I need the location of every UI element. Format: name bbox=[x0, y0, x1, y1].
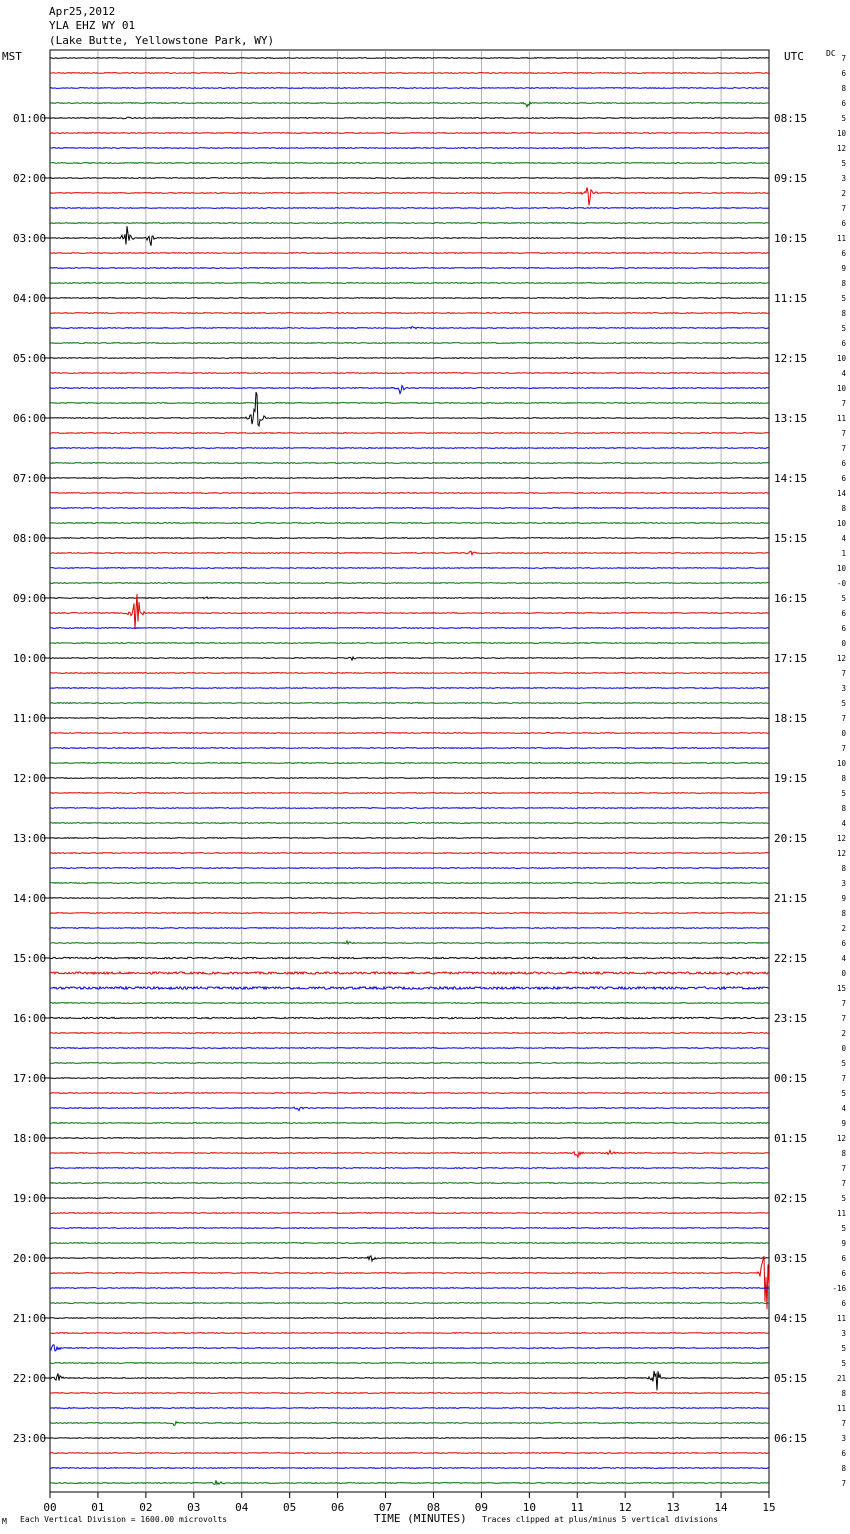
right-hour-label: 14:15 bbox=[774, 472, 808, 485]
trace-line-95 bbox=[50, 1480, 769, 1484]
x-tick-label-11: 11 bbox=[570, 1501, 584, 1514]
x-tick-label-14: 14 bbox=[714, 1501, 728, 1514]
dc-offset-value: 5 bbox=[841, 294, 846, 303]
dc-offset-value: 7 bbox=[841, 1479, 846, 1488]
left-hour-label: 13:00 bbox=[13, 832, 47, 845]
dc-offset-labels bbox=[832, 54, 846, 1488]
dc-offset-value: 0 bbox=[841, 1044, 846, 1053]
left-hour-label: 22:00 bbox=[13, 1372, 47, 1385]
trace-line-45 bbox=[50, 733, 769, 734]
right-hour-label: 20:15 bbox=[774, 832, 808, 845]
dc-offset-value: 9 bbox=[841, 1239, 846, 1248]
x-tick-label-02: 02 bbox=[139, 1501, 153, 1514]
trace-line-54 bbox=[50, 868, 769, 869]
dc-offset-value: 0 bbox=[841, 639, 846, 648]
x-tick-label-10: 10 bbox=[522, 1501, 536, 1514]
left-hour-label: 18:00 bbox=[13, 1132, 47, 1145]
trace-line-14 bbox=[50, 268, 769, 269]
trace-line-84 bbox=[50, 1318, 769, 1319]
dc-offset-value: 4 bbox=[841, 534, 846, 543]
x-tick-label-15: 15 bbox=[762, 1501, 776, 1514]
dc-offset-value: 12 bbox=[836, 144, 846, 153]
dc-offset-value: 12 bbox=[836, 849, 846, 858]
dc-offset-value: 5 bbox=[841, 789, 846, 798]
trace-line-11 bbox=[50, 223, 769, 224]
dc-offset-value: 4 bbox=[841, 954, 846, 963]
trace-line-15 bbox=[50, 283, 769, 284]
dc-offset-value: 3 bbox=[841, 879, 846, 888]
trace-line-25 bbox=[50, 433, 769, 434]
trace-line-21 bbox=[50, 373, 769, 374]
dc-offset-value: 3 bbox=[841, 1434, 846, 1443]
trace-line-77 bbox=[50, 1213, 769, 1214]
dc-offset-value: 5 bbox=[841, 1059, 846, 1068]
trace-line-75 bbox=[50, 1183, 769, 1184]
trace-line-3 bbox=[50, 102, 769, 107]
left-hour-label: 07:00 bbox=[13, 472, 47, 485]
dc-offset-value: 11 bbox=[836, 1314, 846, 1323]
trace-line-73 bbox=[50, 1150, 769, 1157]
trace-line-0 bbox=[50, 58, 769, 59]
trace-line-31 bbox=[50, 523, 769, 524]
dc-offset-value: 10 bbox=[836, 384, 846, 393]
trace-line-12 bbox=[50, 226, 769, 246]
trace-line-56 bbox=[50, 898, 769, 899]
trace-line-94 bbox=[50, 1468, 769, 1469]
trace-line-81 bbox=[50, 1256, 769, 1309]
trace-line-38 bbox=[50, 628, 769, 629]
trace-line-63 bbox=[50, 1003, 769, 1004]
dc-offset-value: 7 bbox=[841, 999, 846, 1008]
trace-line-33 bbox=[50, 551, 769, 555]
left-hour-label: 11:00 bbox=[13, 712, 47, 725]
dc-offset-value: 11 bbox=[836, 234, 846, 243]
dc-offset-value: 4 bbox=[841, 819, 846, 828]
right-hour-label: 18:15 bbox=[774, 712, 808, 725]
dc-offset-value: 7 bbox=[841, 1179, 846, 1188]
x-tick-label-08: 08 bbox=[426, 1501, 441, 1514]
trace-line-93 bbox=[50, 1453, 769, 1454]
trace-line-18 bbox=[50, 327, 769, 329]
dc-offset-value: 5 bbox=[841, 1089, 846, 1098]
trace-line-71 bbox=[50, 1123, 769, 1124]
dc-offset-value: 3 bbox=[841, 174, 846, 183]
dc-offset-value: 7 bbox=[841, 714, 846, 723]
trace-line-51 bbox=[50, 823, 769, 824]
trace-line-52 bbox=[50, 838, 769, 839]
dc-offset-value: 14 bbox=[836, 489, 846, 498]
dc-offset-value: 2 bbox=[841, 924, 846, 933]
trace-line-53 bbox=[50, 853, 769, 854]
x-tick-label-13: 13 bbox=[666, 1501, 680, 1514]
trace-line-29 bbox=[50, 493, 769, 494]
left-hour-label: 09:00 bbox=[13, 592, 47, 605]
dc-offset-value: 7 bbox=[841, 444, 846, 453]
dc-offset-value: 7 bbox=[841, 744, 846, 753]
right-hour-label: 19:15 bbox=[774, 772, 808, 785]
trace-line-20 bbox=[50, 358, 769, 359]
dc-offset-value: 6 bbox=[841, 624, 846, 633]
right-hour-label: 01:15 bbox=[774, 1132, 808, 1145]
trace-line-85 bbox=[50, 1333, 769, 1334]
trace-line-62 bbox=[50, 987, 769, 989]
right-hour-label: 21:15 bbox=[774, 892, 808, 905]
dc-offset-value: 6 bbox=[841, 339, 846, 348]
dc-offset-value: 7 bbox=[841, 1014, 846, 1023]
dc-offset-value: 5 bbox=[841, 1359, 846, 1368]
dc-offset-value: 7 bbox=[841, 1419, 846, 1428]
right-hour-label: 08:15 bbox=[774, 112, 808, 125]
dc-offset-value: 6 bbox=[841, 249, 846, 258]
left-hour-label: 03:00 bbox=[13, 232, 47, 245]
trace-line-6 bbox=[50, 148, 769, 149]
left-hour-label: 08:00 bbox=[13, 532, 47, 545]
right-hour-label: 04:15 bbox=[774, 1312, 808, 1325]
trace-line-41 bbox=[50, 673, 769, 674]
trace-line-10 bbox=[50, 208, 769, 209]
x-tick-label-01: 01 bbox=[91, 1501, 105, 1514]
right-hour-label: 11:15 bbox=[774, 292, 808, 305]
trace-line-87 bbox=[50, 1363, 769, 1364]
left-hour-label: 06:00 bbox=[13, 412, 47, 425]
trace-line-44 bbox=[50, 718, 769, 719]
right-hour-label: 23:15 bbox=[774, 1012, 808, 1025]
dc-offset-value: 3 bbox=[841, 1329, 846, 1338]
left-hour-label: 10:00 bbox=[13, 652, 47, 665]
dc-offset-value: 8 bbox=[841, 279, 846, 288]
dc-offset-value: 7 bbox=[841, 669, 846, 678]
dc-offset-value: 8 bbox=[841, 909, 846, 918]
trace-line-67 bbox=[50, 1063, 769, 1064]
x-tick-label-09: 09 bbox=[474, 1501, 489, 1514]
x-tick-label-05: 05 bbox=[283, 1501, 297, 1514]
dc-offset-value: 7 bbox=[841, 204, 846, 213]
dc-offset-value: 6 bbox=[841, 69, 846, 78]
right-hour-label: 05:15 bbox=[774, 1372, 808, 1385]
dc-offset-value: 8 bbox=[841, 804, 846, 813]
trace-line-42 bbox=[50, 688, 769, 689]
trace-line-23 bbox=[50, 403, 769, 404]
dc-offset-value: 6 bbox=[841, 1449, 846, 1458]
dc-offset-value: 9 bbox=[841, 264, 846, 273]
trace-line-72 bbox=[50, 1138, 769, 1139]
left-hour-label: 04:00 bbox=[13, 292, 47, 305]
dc-offset-value: 11 bbox=[836, 1209, 846, 1218]
trace-line-49 bbox=[50, 793, 769, 794]
dc-offset-value: 7 bbox=[841, 1074, 846, 1083]
trace-line-86 bbox=[50, 1345, 769, 1351]
left-hour-label: 05:00 bbox=[13, 352, 47, 365]
trace-line-82 bbox=[50, 1288, 769, 1289]
left-hour-label: 01:00 bbox=[13, 112, 47, 125]
right-hour-label: 22:15 bbox=[774, 952, 808, 965]
dc-offset-value: 5 bbox=[841, 1344, 846, 1353]
dc-offset-value: 10 bbox=[836, 354, 846, 363]
dc-offset-value: 11 bbox=[836, 414, 846, 423]
trace-line-16 bbox=[50, 298, 769, 299]
trace-line-64 bbox=[50, 1017, 769, 1018]
trace-line-35 bbox=[50, 583, 769, 584]
dc-offset-value: 8 bbox=[841, 504, 846, 513]
trace-line-70 bbox=[50, 1107, 769, 1111]
trace-line-69 bbox=[50, 1093, 769, 1094]
right-hour-label: 13:15 bbox=[774, 412, 808, 425]
trace-line-58 bbox=[50, 928, 769, 929]
trace-line-8 bbox=[50, 178, 769, 179]
trace-line-39 bbox=[50, 643, 769, 644]
dc-offset-value: 7 bbox=[841, 54, 846, 63]
dc-offset-value: 6 bbox=[841, 609, 846, 618]
trace-line-55 bbox=[50, 883, 769, 884]
trace-line-68 bbox=[50, 1078, 769, 1079]
dc-offset-value: 0 bbox=[841, 729, 846, 738]
dc-offset-value: 5 bbox=[841, 159, 846, 168]
trace-line-5 bbox=[50, 133, 769, 134]
trace-line-80 bbox=[50, 1256, 769, 1261]
dc-offset-value: -0 bbox=[836, 579, 846, 588]
dc-offset-value: 5 bbox=[841, 594, 846, 603]
trace-line-40 bbox=[50, 657, 769, 660]
trace-line-22 bbox=[50, 386, 769, 394]
dc-offset-value: 5 bbox=[841, 1194, 846, 1203]
trace-line-1 bbox=[50, 73, 769, 74]
dc-offset-value: 7 bbox=[841, 399, 846, 408]
trace-line-90 bbox=[50, 1408, 769, 1409]
dc-offset-value: 2 bbox=[841, 189, 846, 198]
dc-offset-value: 15 bbox=[836, 984, 846, 993]
x-axis-title: TIME (MINUTES) bbox=[374, 1512, 467, 1525]
dc-offset-value: 6 bbox=[841, 99, 846, 108]
trace-line-65 bbox=[50, 1033, 769, 1034]
trace-line-2 bbox=[50, 88, 769, 89]
station-location: (Lake Butte, Yellowstone Park, WY) bbox=[49, 34, 275, 47]
dc-offset-value: 8 bbox=[841, 1389, 846, 1398]
dc-offset-value: 6 bbox=[841, 1269, 846, 1278]
trace-line-36 bbox=[50, 597, 769, 599]
dc-offset-value: 7 bbox=[841, 1164, 846, 1173]
trace-line-32 bbox=[50, 538, 769, 539]
dc-offset-value: 2 bbox=[841, 1029, 846, 1038]
dc-offset-value: 5 bbox=[841, 699, 846, 708]
trace-line-57 bbox=[50, 913, 769, 914]
dc-offset-value: 8 bbox=[841, 1149, 846, 1158]
left-hour-label: 12:00 bbox=[13, 772, 47, 785]
trace-line-37 bbox=[50, 594, 769, 629]
dc-offset-value: 7 bbox=[841, 429, 846, 438]
dc-offset-value: 10 bbox=[836, 759, 846, 768]
left-hour-label: 16:00 bbox=[13, 1012, 47, 1025]
right-hour-label: 15:15 bbox=[774, 532, 808, 545]
trace-line-26 bbox=[50, 448, 769, 449]
x-tick-label-04: 04 bbox=[235, 1501, 249, 1514]
trace-line-74 bbox=[50, 1168, 769, 1169]
dc-offset-value: 8 bbox=[841, 1464, 846, 1473]
left-timezone: MST bbox=[2, 50, 22, 63]
trace-line-88 bbox=[50, 1371, 769, 1390]
trace-line-43 bbox=[50, 703, 769, 704]
corner-mark: M bbox=[2, 1517, 7, 1526]
right-timezone: UTC bbox=[784, 50, 804, 63]
trace-line-91 bbox=[50, 1422, 769, 1426]
trace-line-7 bbox=[50, 163, 769, 164]
dc-offset-value: 6 bbox=[841, 474, 846, 483]
time-gridlines bbox=[98, 50, 721, 1492]
trace-line-4 bbox=[50, 117, 769, 119]
station-code: YLA EHZ WY 01 bbox=[49, 19, 136, 32]
dc-offset-value: 6 bbox=[841, 939, 846, 948]
dc-label: DC bbox=[826, 49, 836, 58]
dc-offset-value: 12 bbox=[836, 1134, 846, 1143]
right-hour-label: 09:15 bbox=[774, 172, 808, 185]
dc-offset-value: 3 bbox=[841, 684, 846, 693]
x-tick-label-12: 12 bbox=[618, 1501, 632, 1514]
trace-line-60 bbox=[50, 957, 769, 958]
dc-offset-value: 6 bbox=[841, 459, 846, 468]
trace-line-34 bbox=[50, 568, 769, 569]
x-tick-label-06: 06 bbox=[330, 1501, 345, 1514]
dc-offset-value: 5 bbox=[841, 324, 846, 333]
right-hour-label: 17:15 bbox=[774, 652, 808, 665]
trace-line-27 bbox=[50, 463, 769, 464]
trace-line-78 bbox=[50, 1228, 769, 1229]
left-hour-label: 21:00 bbox=[13, 1312, 47, 1325]
trace-line-47 bbox=[50, 763, 769, 764]
trace-line-83 bbox=[50, 1303, 769, 1304]
trace-line-66 bbox=[50, 1048, 769, 1049]
dc-offset-value: 8 bbox=[841, 864, 846, 873]
trace-line-48 bbox=[50, 778, 769, 779]
left-hour-label: 17:00 bbox=[13, 1072, 47, 1085]
trace-line-17 bbox=[50, 313, 769, 314]
dc-offset-value: 1 bbox=[841, 549, 846, 558]
right-hour-label: 12:15 bbox=[774, 352, 808, 365]
dc-offset-value: 21 bbox=[836, 1374, 846, 1383]
x-tick-label-03: 03 bbox=[187, 1501, 201, 1514]
trace-line-28 bbox=[50, 478, 769, 479]
dc-offset-value: 9 bbox=[841, 1119, 846, 1128]
left-hour-label: 23:00 bbox=[13, 1432, 47, 1445]
right-hour-label: 16:15 bbox=[774, 592, 808, 605]
trace-line-13 bbox=[50, 253, 769, 254]
right-hour-label: 00:15 bbox=[774, 1072, 808, 1085]
right-hour-label: 02:15 bbox=[774, 1192, 808, 1205]
dc-offset-value: 12 bbox=[836, 654, 846, 663]
x-tick-label-07: 07 bbox=[378, 1501, 393, 1514]
right-hour-label: 10:15 bbox=[774, 232, 808, 245]
trace-line-9 bbox=[50, 187, 769, 205]
dc-offset-value: 0 bbox=[841, 969, 846, 978]
dc-offset-value: 8 bbox=[841, 84, 846, 93]
trace-line-30 bbox=[50, 508, 769, 509]
left-hour-label: 02:00 bbox=[13, 172, 47, 185]
x-tick-label-00: 00 bbox=[43, 1501, 57, 1514]
trace-line-76 bbox=[50, 1198, 769, 1199]
trace-line-46 bbox=[50, 748, 769, 749]
trace-line-24 bbox=[50, 392, 769, 426]
left-hour-label: 14:00 bbox=[13, 892, 47, 905]
left-hour-labels bbox=[13, 112, 50, 1445]
dc-offset-value: 6 bbox=[841, 219, 846, 228]
trace-line-19 bbox=[50, 343, 769, 344]
left-hour-label: 20:00 bbox=[13, 1252, 47, 1265]
dc-offset-value: 8 bbox=[841, 774, 846, 783]
seismic-traces bbox=[50, 58, 769, 1485]
dc-offset-value: 6 bbox=[841, 1254, 846, 1263]
dc-offset-value: 9 bbox=[841, 894, 846, 903]
trace-line-79 bbox=[50, 1243, 769, 1244]
dc-offset-value: -16 bbox=[832, 1284, 846, 1293]
trace-line-89 bbox=[50, 1393, 769, 1394]
left-hour-label: 19:00 bbox=[13, 1192, 47, 1205]
dc-offset-value: 4 bbox=[841, 1104, 846, 1113]
dc-offset-value: 11 bbox=[836, 1404, 846, 1413]
dc-offset-value: 8 bbox=[841, 309, 846, 318]
plot-date: Apr25,2012 bbox=[49, 5, 116, 18]
x-axis-ticks bbox=[43, 1492, 775, 1514]
vertical-division-note: Each Vertical Division = 1600.00 microvolts bbox=[20, 1515, 228, 1524]
trace-line-59 bbox=[50, 941, 769, 944]
trace-line-92 bbox=[50, 1438, 769, 1439]
trace-line-61 bbox=[50, 972, 769, 975]
dc-offset-value: 5 bbox=[841, 114, 846, 123]
dc-offset-value: 10 bbox=[836, 129, 846, 138]
dc-offset-value: 5 bbox=[841, 1224, 846, 1233]
trace-line-50 bbox=[50, 808, 769, 809]
dc-offset-value: 12 bbox=[836, 834, 846, 843]
right-hour-labels bbox=[774, 112, 807, 1445]
dc-offset-value: 6 bbox=[841, 1299, 846, 1308]
dc-offset-value: 4 bbox=[841, 369, 846, 378]
clip-note: Traces clipped at plus/minus 5 vertical divisions bbox=[482, 1515, 719, 1524]
dc-offset-value: 10 bbox=[836, 564, 846, 573]
right-hour-label: 06:15 bbox=[774, 1432, 808, 1445]
left-hour-label: 15:00 bbox=[13, 952, 47, 965]
plot-frame bbox=[50, 50, 769, 1492]
dc-offset-value: 10 bbox=[836, 519, 846, 528]
right-hour-label: 03:15 bbox=[774, 1252, 808, 1265]
